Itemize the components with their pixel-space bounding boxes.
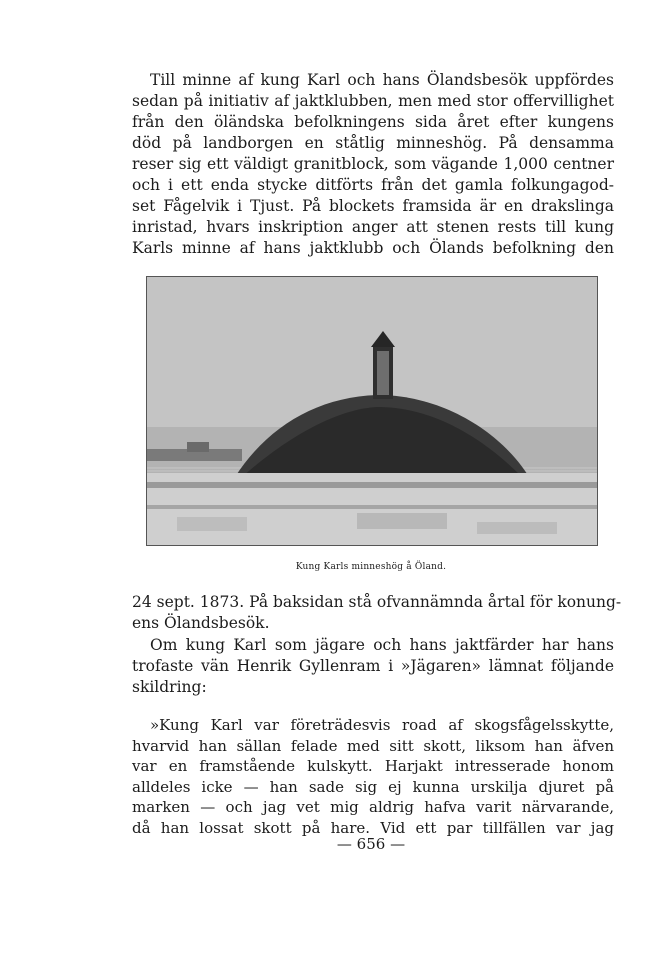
text-line: inristad, hvars inskription anger att stenen rests till kung: [132, 218, 614, 236]
text-line: marken — och jag vet mig aldrig hafva varit närvarande,: [132, 798, 614, 816]
quote-block: [132, 715, 614, 838]
text-line: då han lossat skott på hare. Vid ett par tillfällen var jag: [132, 818, 614, 837]
text-line: skildring:: [132, 678, 207, 696]
text-line: var en framstående kulskytt. Harjakt intresserade honom: [132, 757, 614, 775]
text-line: sedan på initiativ af jaktklubben, men med stor offervillighet: [132, 92, 614, 110]
text-line: hvarvid han sällan felade med sitt skott, liksom han äfven: [132, 736, 614, 755]
text-line: alldeles icke — han sade sig ej kunna urskilja djuret på: [132, 777, 614, 796]
figure-caption: Kung Karls minneshög å Öland.: [295, 562, 447, 572]
text-line: Karls minne af hans jaktklubb och Ölands befolkning den: [132, 239, 614, 257]
text-line: ens Ölandsbesök.: [132, 614, 270, 632]
burial-mound-illustration: [147, 277, 597, 545]
page-number: — 656 —: [336, 835, 406, 853]
text-line: set Fågelvik i Tjust. På blockets framsida är en drakslinga: [132, 197, 614, 215]
monument-photo: [146, 276, 598, 546]
text-line: död på landborgen en ståtlig minneshög. På densamma: [132, 134, 614, 152]
text-line: från den öländska befolkningens sida året efter kungens: [132, 113, 614, 131]
text-line: 24 sept. 1873. På baksidan stå ofvannämnda årtal för konung-: [132, 593, 622, 611]
text-line: »Kung Karl var företrädesvis road af skogsfågelsskytte,: [150, 716, 614, 734]
text-line: Till minne af kung Karl och hans Ölandsbesök uppfördes: [150, 71, 614, 89]
paragraph-monument: [132, 70, 614, 259]
paragraph-intro: [132, 635, 614, 698]
text-line: och i ett enda stycke ditförts från det gamla folkungagod-: [132, 176, 614, 194]
text-line: trofaste vän Henrik Gyllenram i »Jägaren» lämnat följande: [132, 657, 614, 675]
text-line: reser sig ett väldigt granitblock, som vägande 1,000 centner: [132, 155, 614, 173]
paragraph-date: [132, 592, 622, 634]
text-line: Om kung Karl som jägare och hans jaktfärder har hans: [150, 636, 614, 654]
